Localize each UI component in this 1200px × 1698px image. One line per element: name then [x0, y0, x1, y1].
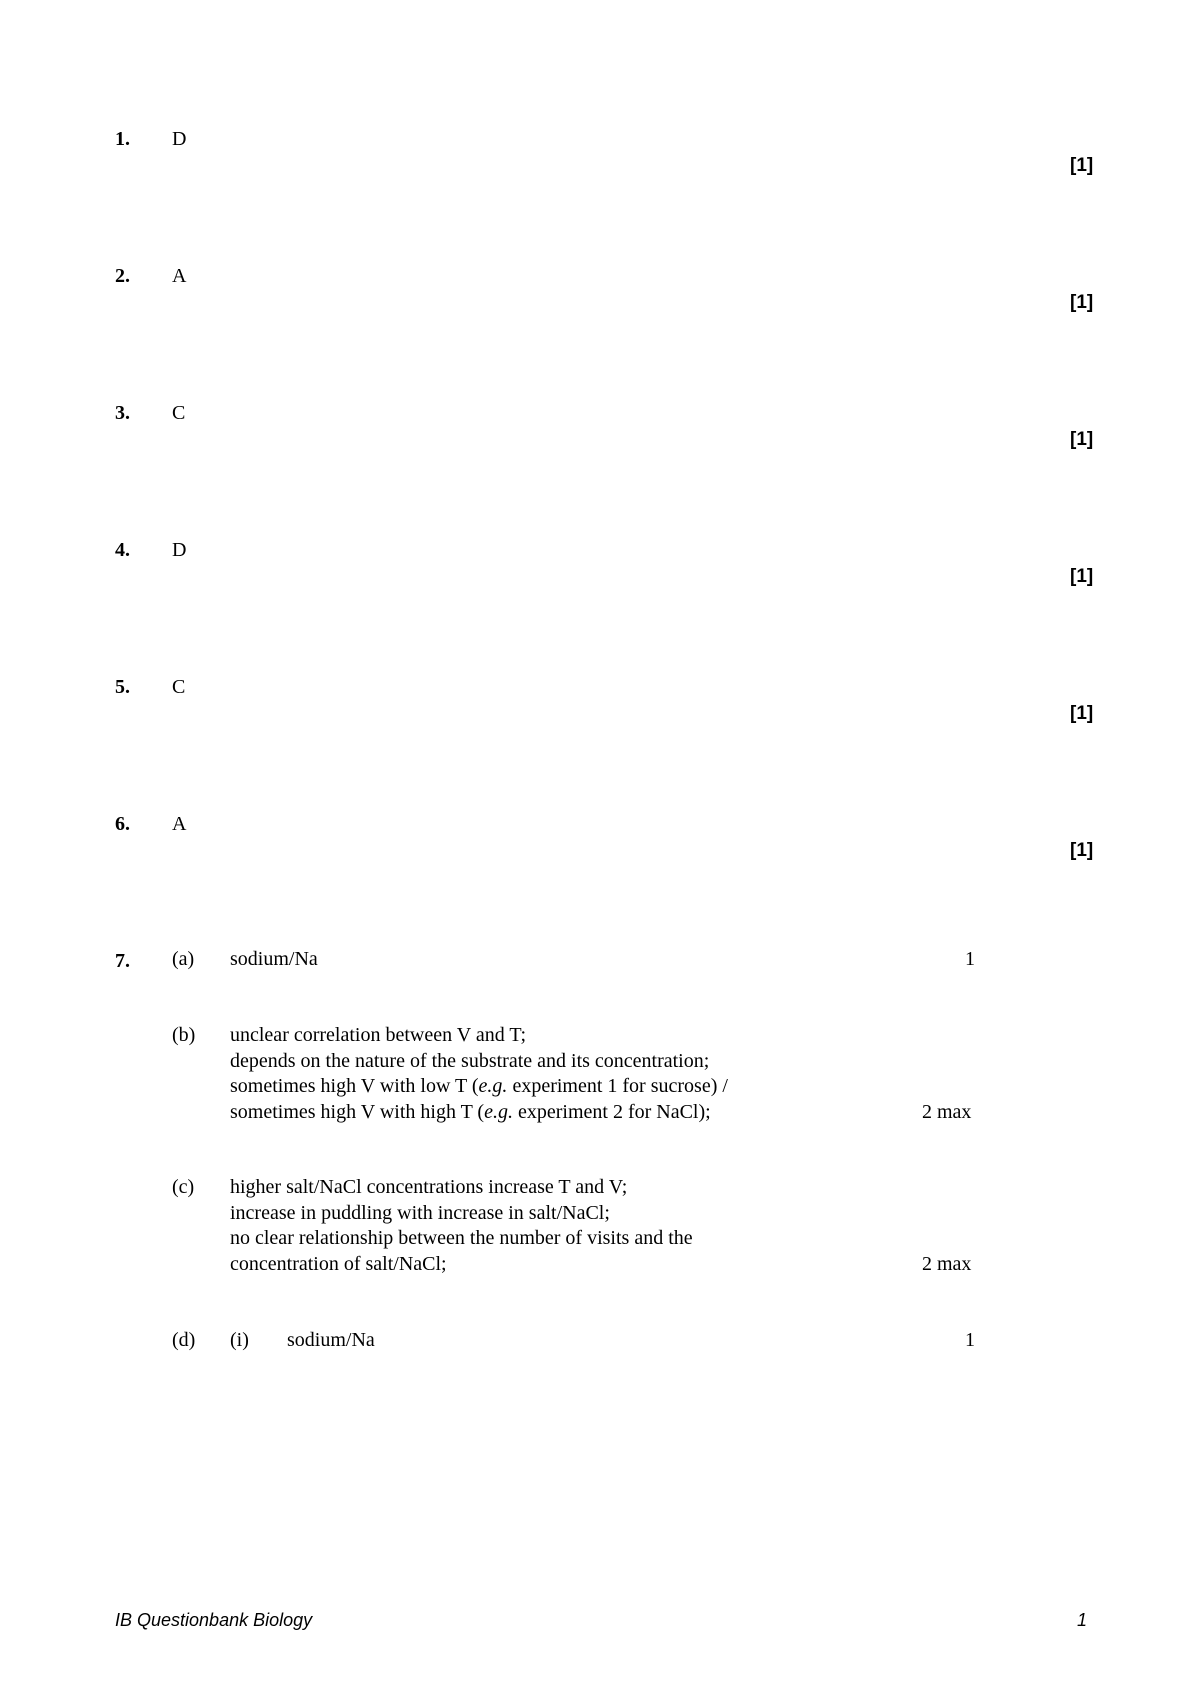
question-number: 7. [115, 950, 130, 972]
question-mark: [1] [1070, 566, 1094, 587]
part-label: (b) [172, 1024, 196, 1046]
question-mark: [1] [1070, 155, 1094, 176]
answer-text: sometimes high V with low T ( [230, 1075, 479, 1097]
answer-line: concentration of salt/NaCl; [230, 1252, 447, 1275]
question-mark: [1] [1070, 840, 1094, 861]
part-answer [230, 1175, 693, 1277]
part-marks: 2 max [922, 1101, 972, 1123]
answer-text: sometimes high V with high T ( [230, 1100, 485, 1123]
part-marks: 1 [965, 1329, 975, 1351]
answer-line [230, 1100, 728, 1126]
part-label: (c) [172, 1176, 195, 1198]
question-answer: C [172, 676, 186, 698]
answer-text-italic: e.g. [484, 1100, 513, 1123]
subpart-label: (i) [230, 1329, 249, 1351]
answer-text-italic: e.g. [478, 1075, 508, 1097]
answer-line [230, 1074, 728, 1100]
part-answer [230, 1023, 728, 1125]
question-mark: [1] [1070, 429, 1094, 450]
answer-line: unclear correlation between V and T; [230, 1024, 527, 1046]
part-answer: sodium/Na [230, 948, 318, 970]
question-answer: D [172, 539, 187, 561]
question-answer: C [172, 402, 186, 424]
question-number: 5. [115, 676, 130, 698]
question-number: 1. [115, 128, 130, 150]
footer-title: IB Questionbank Biology [115, 1610, 313, 1630]
answer-line: depends on the nature of the substrate and its concentration; [230, 1049, 710, 1072]
answer-line: increase in puddling with increase in salt/NaCl; [230, 1201, 610, 1224]
question-answer: A [172, 813, 187, 835]
question-number: 4. [115, 539, 130, 561]
question-answer: D [172, 128, 187, 150]
answer-text: experiment 2 for NaCl); [512, 1100, 711, 1123]
question-answer: A [172, 265, 187, 287]
answer-line: higher salt/NaCl concentrations increase T and V; [230, 1176, 628, 1198]
part-label: (d) [172, 1329, 196, 1351]
answer-text: experiment 1 for sucrose) / [507, 1075, 728, 1097]
part-marks: 1 [965, 948, 975, 970]
question-number: 6. [115, 813, 130, 835]
answer-line: no clear relationship between the number of visits and the [230, 1227, 693, 1249]
part-label: (a) [172, 948, 195, 970]
part-marks: 2 max [922, 1253, 972, 1275]
page-number: 1 [1077, 1610, 1088, 1630]
question-number: 3. [115, 402, 130, 424]
question-mark: [1] [1070, 292, 1094, 313]
question-mark: [1] [1070, 703, 1094, 724]
question-number: 2. [115, 265, 130, 287]
part-answer: sodium/Na [287, 1329, 375, 1351]
